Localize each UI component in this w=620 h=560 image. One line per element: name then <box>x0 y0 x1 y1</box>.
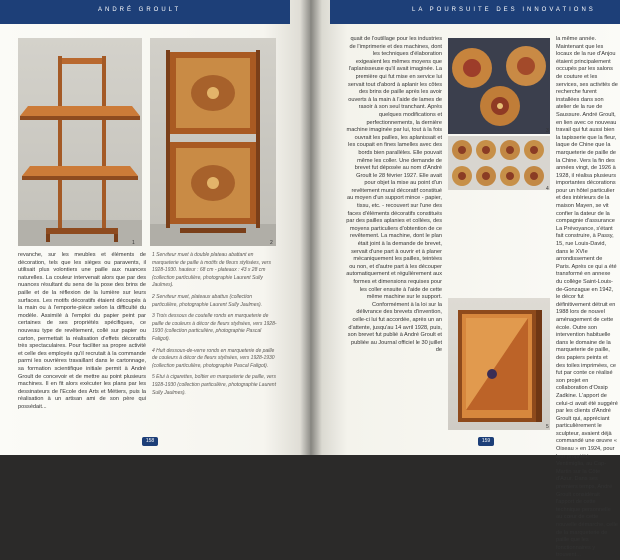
left-page <box>0 0 310 455</box>
book-gutter <box>300 0 322 455</box>
running-head-band-right <box>330 0 620 24</box>
photo-eight-coasters <box>448 136 550 190</box>
page-number-left: 158 <box>142 437 158 446</box>
running-head-right: LA POURSUITE DES INNOVATIONS <box>412 7 596 13</box>
caption-4: 4 Huit dessous-de-verre ronds en marqueterie de paille de couleurs à décor de fleurs stylisées, vers 1928-1930 (collection particulière, photographie Pascal Faligot). <box>152 347 275 369</box>
round-coasters-illustration <box>448 38 550 134</box>
right-body-paragraph-1: quait de l'outillage pour les industries de l'imprimerie et des machines, dont les techniques d'élaboration exigeaient les mêmes moyens que l'aplanisseuse qu'il avait imaginée. La première qui fut mise en service lui servait tout d'abord à aplanir les côtes des brins de paille après les avoir ouverts à la main à l'aide de lames de rasoir à son seul tranchant. Après quelques modifications et perfectionnements, la dernière machine imaginée par lui, tout à la fois ouvrait les pailles, les aplanissait et les coupait en fines lamelles avec des bords bien parallèles. Elle pouvait même les coller. Une demande de brevet fut déposée au nom d'André Groult le 28 février 1927. Elle avait pour objet la mise au point d'un revêtement mural décoratif constitué au moyen d'un support mince - papier, tissu, etc. - recouvert sur l'une des faces d'éléments décoratifs constitués par des pailles aplanies et collées, des moyens particuliers d'obtention de ce revêtement. La machine, dont le plan était joint à la demande de brevet, servait d'une part à ouvrir et à planer mécaniquement les pailles, teintées ou non, et d'autre part à les découper automatiquement et régulièrement aux formes et dimensions requises pour les coller ensuite à l'aide de cette même machine sur le support. Conformément à la loi sur la délivrance des brevets d'invention, celle-ci lui fut accordée, après un an d'attente, jusqu'au 14 avril 1928, puis, son brevet fut publié à André Groult et publiée au Journal officiel le 30 juillet de <box>346 36 442 354</box>
photo-round-coasters <box>448 38 550 134</box>
running-head-left: ANDRÉ GROULT <box>98 7 182 13</box>
right-page <box>310 0 620 559</box>
caption-3: 3 Trois dessous de coutelle ronds en marqueterie de paille de couleurs à décor de fleurs stylisées, vers 1928-1930 (collection particulière, photographie Pascal Faligot). <box>152 313 277 342</box>
caption-1: 1 Serviteur muet à double plateau abattant en marqueterie de paille à motifs de fleurs stylisées, vers 1928-1930. hauteur : 68 cm - plateaux : 43 x 28 cm (collection particulière, photographie Laurent Sully Jaulmes). <box>152 252 271 289</box>
photo-number-3: 3 <box>546 128 549 134</box>
photo-number-5: 5 <box>546 424 549 430</box>
serving-stand-folded-illustration <box>150 38 276 246</box>
left-captions <box>152 252 278 432</box>
right-body-column-1 <box>346 36 442 436</box>
running-head-band <box>0 0 290 24</box>
photo-number-1: 1 <box>132 240 135 246</box>
photo-number-2: 2 <box>270 240 273 246</box>
page-number-right: 159 <box>478 437 494 446</box>
caption-2: 2 Serviteur muet, plateaux abattus (collection particulière, photographie Laurent Sully Jaulmes). <box>152 293 263 308</box>
right-body-column-2 <box>556 36 618 559</box>
serving-stand-open-illustration <box>18 38 142 246</box>
right-body-paragraph-2: la même année. Maintenant que les locaux de la rue d'Anjou étaient principalement occupés par les salons de couture et les services, ses activités de recherche furent installées dans son atelier de la rue de Saussure. André Groult, en lien avec ce nouveau travail qui fut aussi bien la tapisserie que la fleur, laque de Chine que la marqueterie de paille de la Chine. Vers la fin des années vingt, de 1926 à 1928, il réalisa plusieurs importantes décorations pour un hôtel particulier et des intérieurs de la maison Mayen, se vit confier la dateur de la compagnie d'assurance La Prévoyance, s'étant fait construire, à Passy, 15, rue Louis-David, dans le XVIe arrondissement de Paris. Après ce qui a été transformé en annexe du collège Saint-Louis-de-Gonzague en 1942, le décor fut définitivement détruit en 1988 lors de nouvel aménagement de cette école. Outre son intervention habituelle dans le domaine de la marqueterie de paille, des papiers peints et des toiles imprimées, ce fut par conte ce réalisé son projet en collaboration d'Ossip Zadkine. L'apport de celui-ci avait été suggéré par les clients d'André Groult qui, appréciant particulièrement le sculpteur, avaient déjà commandé une œuvre « Oiseau » en 1924, pour leur propriété Ventimiglia, au Cap-Martin sur la Côte d'Azur. Dans ses premiers temps, André Groult considérait l'apport de cette technique personnelle au cœur de cette nouvelle démarche, celle de la marqueterie de paille que les fonctionnaires y trouvent... <box>556 36 618 559</box>
photo-cigarette-case <box>448 298 550 430</box>
left-body-text <box>18 252 146 430</box>
photo-serving-stand-open <box>18 38 142 246</box>
left-body-paragraph: revanche, sur les meubles et éléments de décoration, tels que les sièges ou paravents, il utilisait plus volontiers une paille aux nuances naturelles. La couleur intervenait alors que par des nuances résultant du sens de la pose des brins de paille et de la réflexion de la lumière sur leurs surfaces. Les motifs décoratifs étaient découpés à la main ou à l'emporte-pièce selon la difficulté du modèle. Assimilé à l'emploi du papier peint par certaines de ses propriétés spécifiques, ce nouveau type de revêtement, collé sur papier ou carton, permettait la réalisation d'effets décoratifs très spectaculaires. Pour faciliter sa propre activité et celle des employés qu'il recrutait à la commande parmi les ouvrières travaillant dans le cartonnage, sa formation scientifique initiale permit à André Groult de concevoir et de mettre au point plusieurs machines. Il en fit alors exécuter les plans par les dessinateurs de l'Ecole des Arts et Métiers, puis la réalisation à un artisan ami de son père qui possédait... <box>18 252 146 410</box>
photo-serving-stand-folded <box>150 38 276 246</box>
cigarette-case-illustration <box>448 298 550 430</box>
caption-5: 5 Etui à cigarettes, boîtier en marqueterie de paille, vers 1928-1930 (collection particulière, photographie Laurent Sully Jaulmes). <box>152 374 276 396</box>
photo-number-4: 4 <box>546 186 549 192</box>
eight-coasters-illustration <box>448 136 550 190</box>
